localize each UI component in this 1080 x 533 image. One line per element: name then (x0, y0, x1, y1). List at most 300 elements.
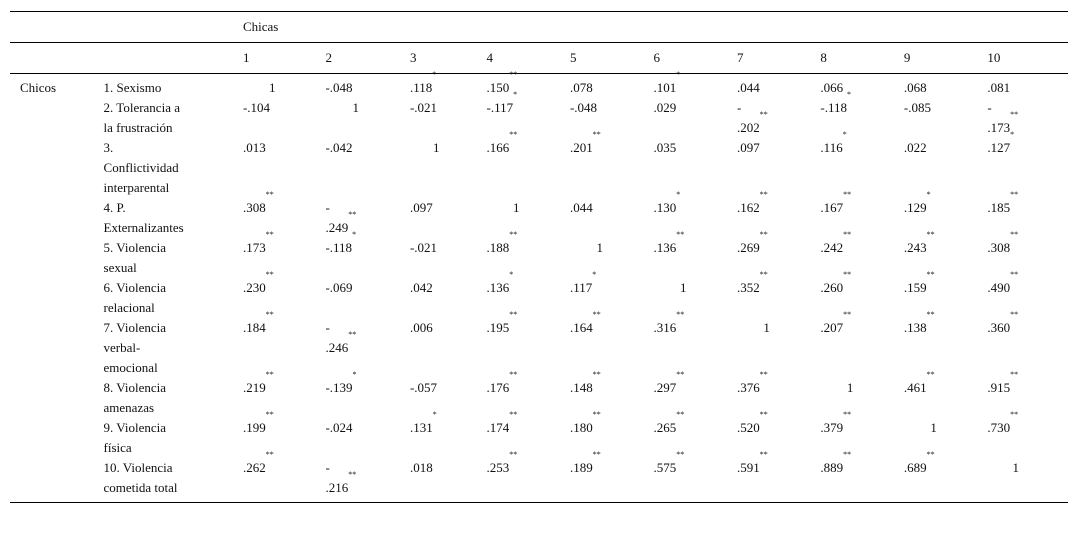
significance-marker: ** (265, 410, 274, 419)
correlation-cell (653, 310, 736, 378)
row-label (104, 98, 243, 138)
cell-value: .035 (653, 140, 677, 155)
cell-value: .159** (903, 270, 935, 295)
correlation-cell (820, 190, 903, 238)
significance-marker: ** (1010, 410, 1019, 419)
diagonal-cell (410, 138, 487, 198)
cell-value: -.024 (325, 420, 353, 435)
row-label (104, 74, 243, 99)
row-label-line: verbal- (103, 340, 141, 355)
significance-marker: ** (509, 130, 518, 139)
correlation-cell (653, 410, 736, 458)
correlation-cell (486, 270, 569, 318)
correlation-cell (569, 310, 653, 378)
cell-value: .174** (486, 410, 518, 435)
cell-value: .889** (820, 450, 852, 475)
significance-marker: ** (926, 230, 935, 239)
cell-value: -.069 (325, 280, 353, 295)
significance-marker: ** (265, 230, 274, 239)
correlation-cell (904, 138, 987, 198)
correlation-cell (486, 310, 569, 378)
cell-value: .591** (736, 450, 768, 475)
header-empty-cell (10, 12, 104, 43)
row-label (104, 198, 243, 238)
row-label-line: Externalizantes (103, 220, 184, 235)
table-row (10, 98, 1068, 138)
cell-value: .379** (820, 410, 852, 435)
row-label-line: interparental (103, 180, 170, 195)
table-body (10, 70, 1068, 503)
cell-value: .044 (569, 200, 593, 215)
table-row (10, 74, 1068, 99)
table-row (10, 378, 1068, 418)
significance-marker: ** (676, 230, 685, 239)
correlation-cell (325, 458, 409, 503)
row-group-empty (10, 458, 104, 503)
row-label (104, 138, 243, 198)
correlation-cell (736, 410, 820, 458)
row-group-empty (10, 378, 104, 418)
significance-marker: * (432, 70, 437, 79)
cell-value: - (325, 460, 330, 475)
correlation-cell (410, 378, 487, 418)
correlation-cell (903, 370, 987, 418)
correlation-cell (325, 230, 409, 278)
correlation-cell (736, 270, 820, 318)
correlation-cell (486, 230, 569, 278)
significance-marker: ** (265, 370, 274, 379)
cell-value: .201** (569, 130, 601, 155)
correlation-cell (736, 370, 820, 418)
significance-marker: ** (759, 410, 768, 419)
cell-value: .269** (736, 230, 768, 255)
row-label-line: física (103, 440, 132, 455)
row-group-empty (10, 138, 104, 198)
significance-marker: * (432, 410, 437, 419)
table-row (10, 198, 1068, 238)
cell-value: .230** (242, 270, 274, 295)
correlation-cell (903, 230, 987, 278)
significance-marker: ** (843, 190, 852, 199)
correlation-cell (570, 198, 653, 238)
cell-value: .173** (987, 110, 1019, 135)
correlation-cell (987, 410, 1068, 458)
row-label-line: sexual (103, 260, 137, 275)
cell-value: .352** (736, 270, 768, 295)
cell-value: -.021 (409, 240, 438, 255)
significance-marker: ** (759, 450, 768, 459)
significance-marker: ** (759, 370, 768, 379)
significance-marker: ** (592, 370, 601, 379)
column-header: 7 (737, 43, 820, 74)
significance-marker: ** (759, 190, 768, 199)
row-label-line: 9. Violencia (103, 420, 167, 435)
cell-value: .042 (409, 280, 433, 295)
significance-marker: ** (509, 310, 518, 319)
row-label-line: 7. Violencia (103, 320, 167, 335)
column-header: 1 (243, 43, 326, 74)
significance-marker: ** (592, 310, 601, 319)
row-group-empty (10, 418, 104, 458)
significance-marker: ** (592, 130, 601, 139)
significance-marker: * (926, 190, 931, 199)
cell-value: .243** (903, 230, 935, 255)
diagonal-cell (653, 278, 736, 318)
row-group-empty (10, 318, 104, 378)
cell-value: 1 (268, 80, 276, 95)
significance-marker: ** (676, 410, 685, 419)
correlation-cell (820, 310, 903, 378)
significance-marker: * (676, 190, 681, 199)
significance-marker: ** (509, 230, 518, 239)
cell-value: .297** (653, 370, 685, 395)
row-label (104, 418, 243, 458)
significance-marker: ** (509, 410, 518, 419)
significance-marker: ** (509, 70, 518, 79)
cell-value: .730** (987, 410, 1019, 435)
cell-value: .216** (325, 470, 357, 495)
cell-value: .127* (987, 130, 1015, 155)
significance-marker: ** (265, 270, 274, 279)
cell-value: .018 (409, 460, 433, 475)
correlation-cell (569, 270, 653, 318)
cell-value: .176** (486, 370, 518, 395)
cell-value: .260** (820, 270, 852, 295)
significance-marker: ** (265, 450, 274, 459)
cell-value: -.042 (325, 140, 353, 155)
cell-value: -.048 (569, 100, 598, 115)
cell-value: 1 (846, 380, 854, 395)
correlation-cell (243, 98, 326, 138)
cell-value: .207** (820, 310, 852, 335)
cell-value: .180** (569, 410, 601, 435)
significance-marker: * (592, 270, 597, 279)
correlation-cell (653, 138, 736, 198)
correlation-cell (409, 70, 487, 99)
cell-value: .490** (987, 270, 1019, 295)
row-group-label: Chicos (20, 80, 57, 95)
significance-marker: * (842, 130, 847, 139)
correlation-cell (820, 74, 903, 99)
correlation-cell (737, 138, 820, 198)
cell-value: -.021 (409, 100, 438, 115)
cell-value: .262** (242, 450, 274, 475)
row-label-line: 4. P. (103, 200, 126, 215)
correlation-cell (820, 90, 903, 138)
cell-value: -.048 (325, 80, 353, 95)
row-label-line: 6. Violencia (103, 280, 167, 295)
correlation-cell (325, 138, 409, 198)
diagonal-cell (486, 198, 569, 238)
significance-marker: ** (265, 190, 274, 199)
cell-value: .202** (736, 110, 768, 135)
correlation-cell (987, 230, 1068, 278)
correlation-cell (653, 230, 736, 278)
correlation-cell (410, 238, 487, 278)
correlation-cell (987, 74, 1068, 99)
correlation-cell (987, 310, 1068, 378)
significance-marker: ** (1010, 190, 1019, 199)
correlation-cell (242, 270, 326, 318)
correlation-cell (653, 98, 736, 138)
significance-marker: ** (1010, 110, 1019, 119)
correlation-cell (325, 318, 409, 378)
header-empty-cell (10, 43, 104, 74)
cell-value: .164** (569, 310, 601, 335)
correlation-cell (410, 98, 487, 138)
header-empty-cell (104, 43, 243, 74)
correlation-table (10, 11, 1068, 503)
cell-value: 1 (432, 140, 440, 155)
cell-value: .097 (736, 140, 760, 155)
significance-marker: ** (843, 270, 852, 279)
cell-value: .249** (325, 210, 357, 235)
cell-value: .117* (569, 270, 597, 295)
cell-value: 1 (512, 200, 520, 215)
correlation-cell (569, 370, 653, 418)
cell-value: .138** (903, 310, 935, 335)
correlation-cell (653, 70, 736, 99)
correlation-cell (736, 190, 820, 238)
row-label-line: 2. Tolerancia a (103, 100, 180, 115)
correlation-cell (486, 370, 569, 418)
table-row (10, 238, 1068, 278)
cell-value: .131* (409, 410, 437, 435)
correlation-cell (242, 410, 326, 458)
cell-value: .118* (409, 70, 437, 95)
cell-value: .308** (987, 230, 1019, 255)
correlation-cell (486, 410, 569, 458)
column-header: 6 (653, 43, 736, 74)
column-header: 4 (486, 43, 569, 74)
correlation-cell (736, 450, 820, 503)
row-label (104, 278, 243, 318)
cell-value: .308** (242, 190, 274, 215)
correlation-cell (242, 230, 326, 278)
significance-marker: ** (759, 270, 768, 279)
cell-value: -.118* (820, 90, 852, 115)
cell-value: .166** (486, 130, 518, 155)
row-label (104, 458, 243, 503)
table-row (10, 458, 1068, 503)
cell-value: .148** (569, 370, 601, 395)
row-label-line: 5. Violencia (103, 240, 167, 255)
diagonal-cell (325, 98, 409, 138)
correlation-cell (409, 410, 487, 458)
cell-value: .575** (653, 450, 685, 475)
cell-value: .029 (653, 100, 677, 115)
diagonal-cell (243, 74, 326, 99)
significance-marker: ** (843, 310, 852, 319)
cell-value: .195** (486, 310, 518, 335)
cell-value: -.085 (903, 100, 931, 115)
column-header: 5 (570, 43, 653, 74)
row-label-line: la frustración (103, 120, 173, 135)
correlation-cell (569, 130, 653, 198)
cell-value: .068 (903, 80, 927, 95)
correlation-cell (243, 138, 326, 198)
correlation-cell (987, 190, 1068, 238)
correlation-cell (410, 278, 487, 318)
correlation-cell (325, 418, 409, 458)
cell-value: .022 (903, 140, 927, 155)
correlation-cell (486, 450, 569, 503)
cell-value: .129* (903, 190, 931, 215)
significance-marker: * (352, 370, 357, 379)
cell-value: - (325, 320, 330, 335)
significance-marker: * (847, 90, 852, 99)
significance-marker: ** (759, 110, 768, 119)
correlation-cell (410, 458, 487, 503)
cell-value: .253** (486, 450, 518, 475)
cell-value: .066 (820, 80, 844, 95)
significance-marker: * (352, 230, 357, 239)
table-row (10, 278, 1068, 318)
cell-value: .689** (903, 450, 935, 475)
column-group-label: Chicas (243, 12, 1068, 43)
cell-value: .360** (987, 310, 1019, 335)
significance-marker: ** (926, 270, 935, 279)
cell-value: .173** (242, 230, 274, 255)
row-label (104, 318, 243, 378)
significance-marker: * (1010, 130, 1015, 139)
cell-value: 1 (596, 240, 603, 255)
significance-marker: ** (509, 370, 518, 379)
cell-value: .219** (242, 370, 274, 395)
cell-value: 1 (352, 100, 359, 115)
correlation-cell (737, 74, 820, 99)
cell-value: .136** (653, 230, 685, 255)
row-label-line: 3. (103, 140, 114, 155)
correlation-cell (242, 370, 326, 418)
row-label-line: relacional (103, 300, 155, 315)
correlation-cell (987, 370, 1068, 418)
significance-marker: ** (348, 330, 357, 339)
cell-value: .184** (242, 310, 274, 335)
row-group-empty (10, 238, 104, 278)
significance-marker: ** (265, 310, 274, 319)
correlation-cell (569, 450, 653, 503)
correlation-cell (242, 450, 326, 503)
column-header: 2 (325, 43, 409, 74)
correlation-cell (410, 318, 487, 378)
correlation-cell (904, 98, 987, 138)
correlation-cell (737, 98, 820, 138)
cell-value: .013 (242, 140, 266, 155)
diagonal-cell (737, 318, 820, 378)
correlation-cell (325, 74, 409, 99)
row-label-line: 8. Violencia (103, 380, 167, 395)
significance-marker: * (676, 70, 681, 79)
column-header: 9 (904, 43, 987, 74)
correlation-cell (569, 410, 653, 458)
correlation-cell (820, 410, 903, 458)
cell-value: - (987, 100, 992, 115)
correlation-cell (904, 74, 987, 99)
correlation-cell (486, 90, 569, 138)
cell-value: .520** (736, 410, 768, 435)
cell-value: -.118* (325, 230, 357, 255)
cell-value: -.117* (486, 90, 518, 115)
row-label-line: cometida total (103, 480, 178, 495)
correlation-cell (903, 450, 987, 503)
row-label (104, 238, 243, 278)
cell-value: .242** (820, 230, 852, 255)
correlation-cell (903, 270, 987, 318)
correlation-cell (325, 198, 409, 238)
row-group-empty (10, 198, 104, 238)
table-row (10, 418, 1068, 458)
significance-marker: ** (348, 210, 357, 219)
significance-marker: ** (926, 310, 935, 319)
correlation-cell (987, 270, 1068, 318)
significance-marker: ** (843, 410, 852, 419)
diagonal-cell (904, 418, 987, 458)
correlation-cell (820, 230, 903, 278)
cell-value: .167** (820, 190, 852, 215)
row-group-empty (10, 98, 104, 138)
cell-value: .265** (653, 410, 685, 435)
cell-value: .188** (486, 230, 518, 255)
cell-value: .162** (736, 190, 768, 215)
significance-marker: ** (676, 310, 685, 319)
correlation-cell (653, 370, 736, 418)
significance-marker: ** (926, 450, 935, 459)
row-label-line: amenazas (103, 400, 155, 415)
correlation-cell (653, 190, 736, 238)
significance-marker: ** (1010, 310, 1019, 319)
correlation-cell (903, 190, 987, 238)
cell-value: .150** (486, 70, 518, 95)
cell-value: .189** (569, 450, 601, 475)
correlation-cell (486, 70, 569, 99)
cell-value: .246** (325, 330, 357, 355)
correlation-cell (820, 450, 903, 503)
correlation-cell (653, 450, 736, 503)
cell-value: .376** (736, 370, 768, 395)
cell-value: .006 (409, 320, 433, 335)
significance-marker: ** (676, 370, 685, 379)
correlation-cell (987, 98, 1068, 138)
correlation-cell (570, 98, 653, 138)
cell-value: -.104 (242, 100, 271, 115)
significance-marker: ** (1010, 230, 1019, 239)
significance-marker: ** (592, 410, 601, 419)
cell-value: .078 (569, 80, 593, 95)
significance-marker: ** (1010, 270, 1019, 279)
column-header: 8 (820, 43, 903, 74)
row-label-line: emocional (103, 360, 158, 375)
correlation-cell (242, 190, 326, 238)
correlation-cell (325, 370, 409, 418)
header-empty-cell (104, 12, 243, 43)
cell-value: .136* (486, 270, 514, 295)
row-label-line: 10. Violencia (103, 460, 173, 475)
cell-value: .116* (820, 130, 847, 155)
cell-value: .461** (903, 370, 935, 395)
significance-marker: ** (843, 230, 852, 239)
cell-value: - (736, 100, 742, 115)
cell-value: .097 (409, 200, 433, 215)
correlation-cell (820, 270, 903, 318)
cell-value: 1 (763, 320, 770, 335)
row-group-empty (10, 278, 104, 318)
cell-value: .044 (736, 80, 760, 95)
cell-value: - (325, 200, 330, 215)
cell-value: .316** (653, 310, 685, 335)
cell-value: 1 (679, 280, 687, 295)
correlation-cell (410, 198, 487, 238)
